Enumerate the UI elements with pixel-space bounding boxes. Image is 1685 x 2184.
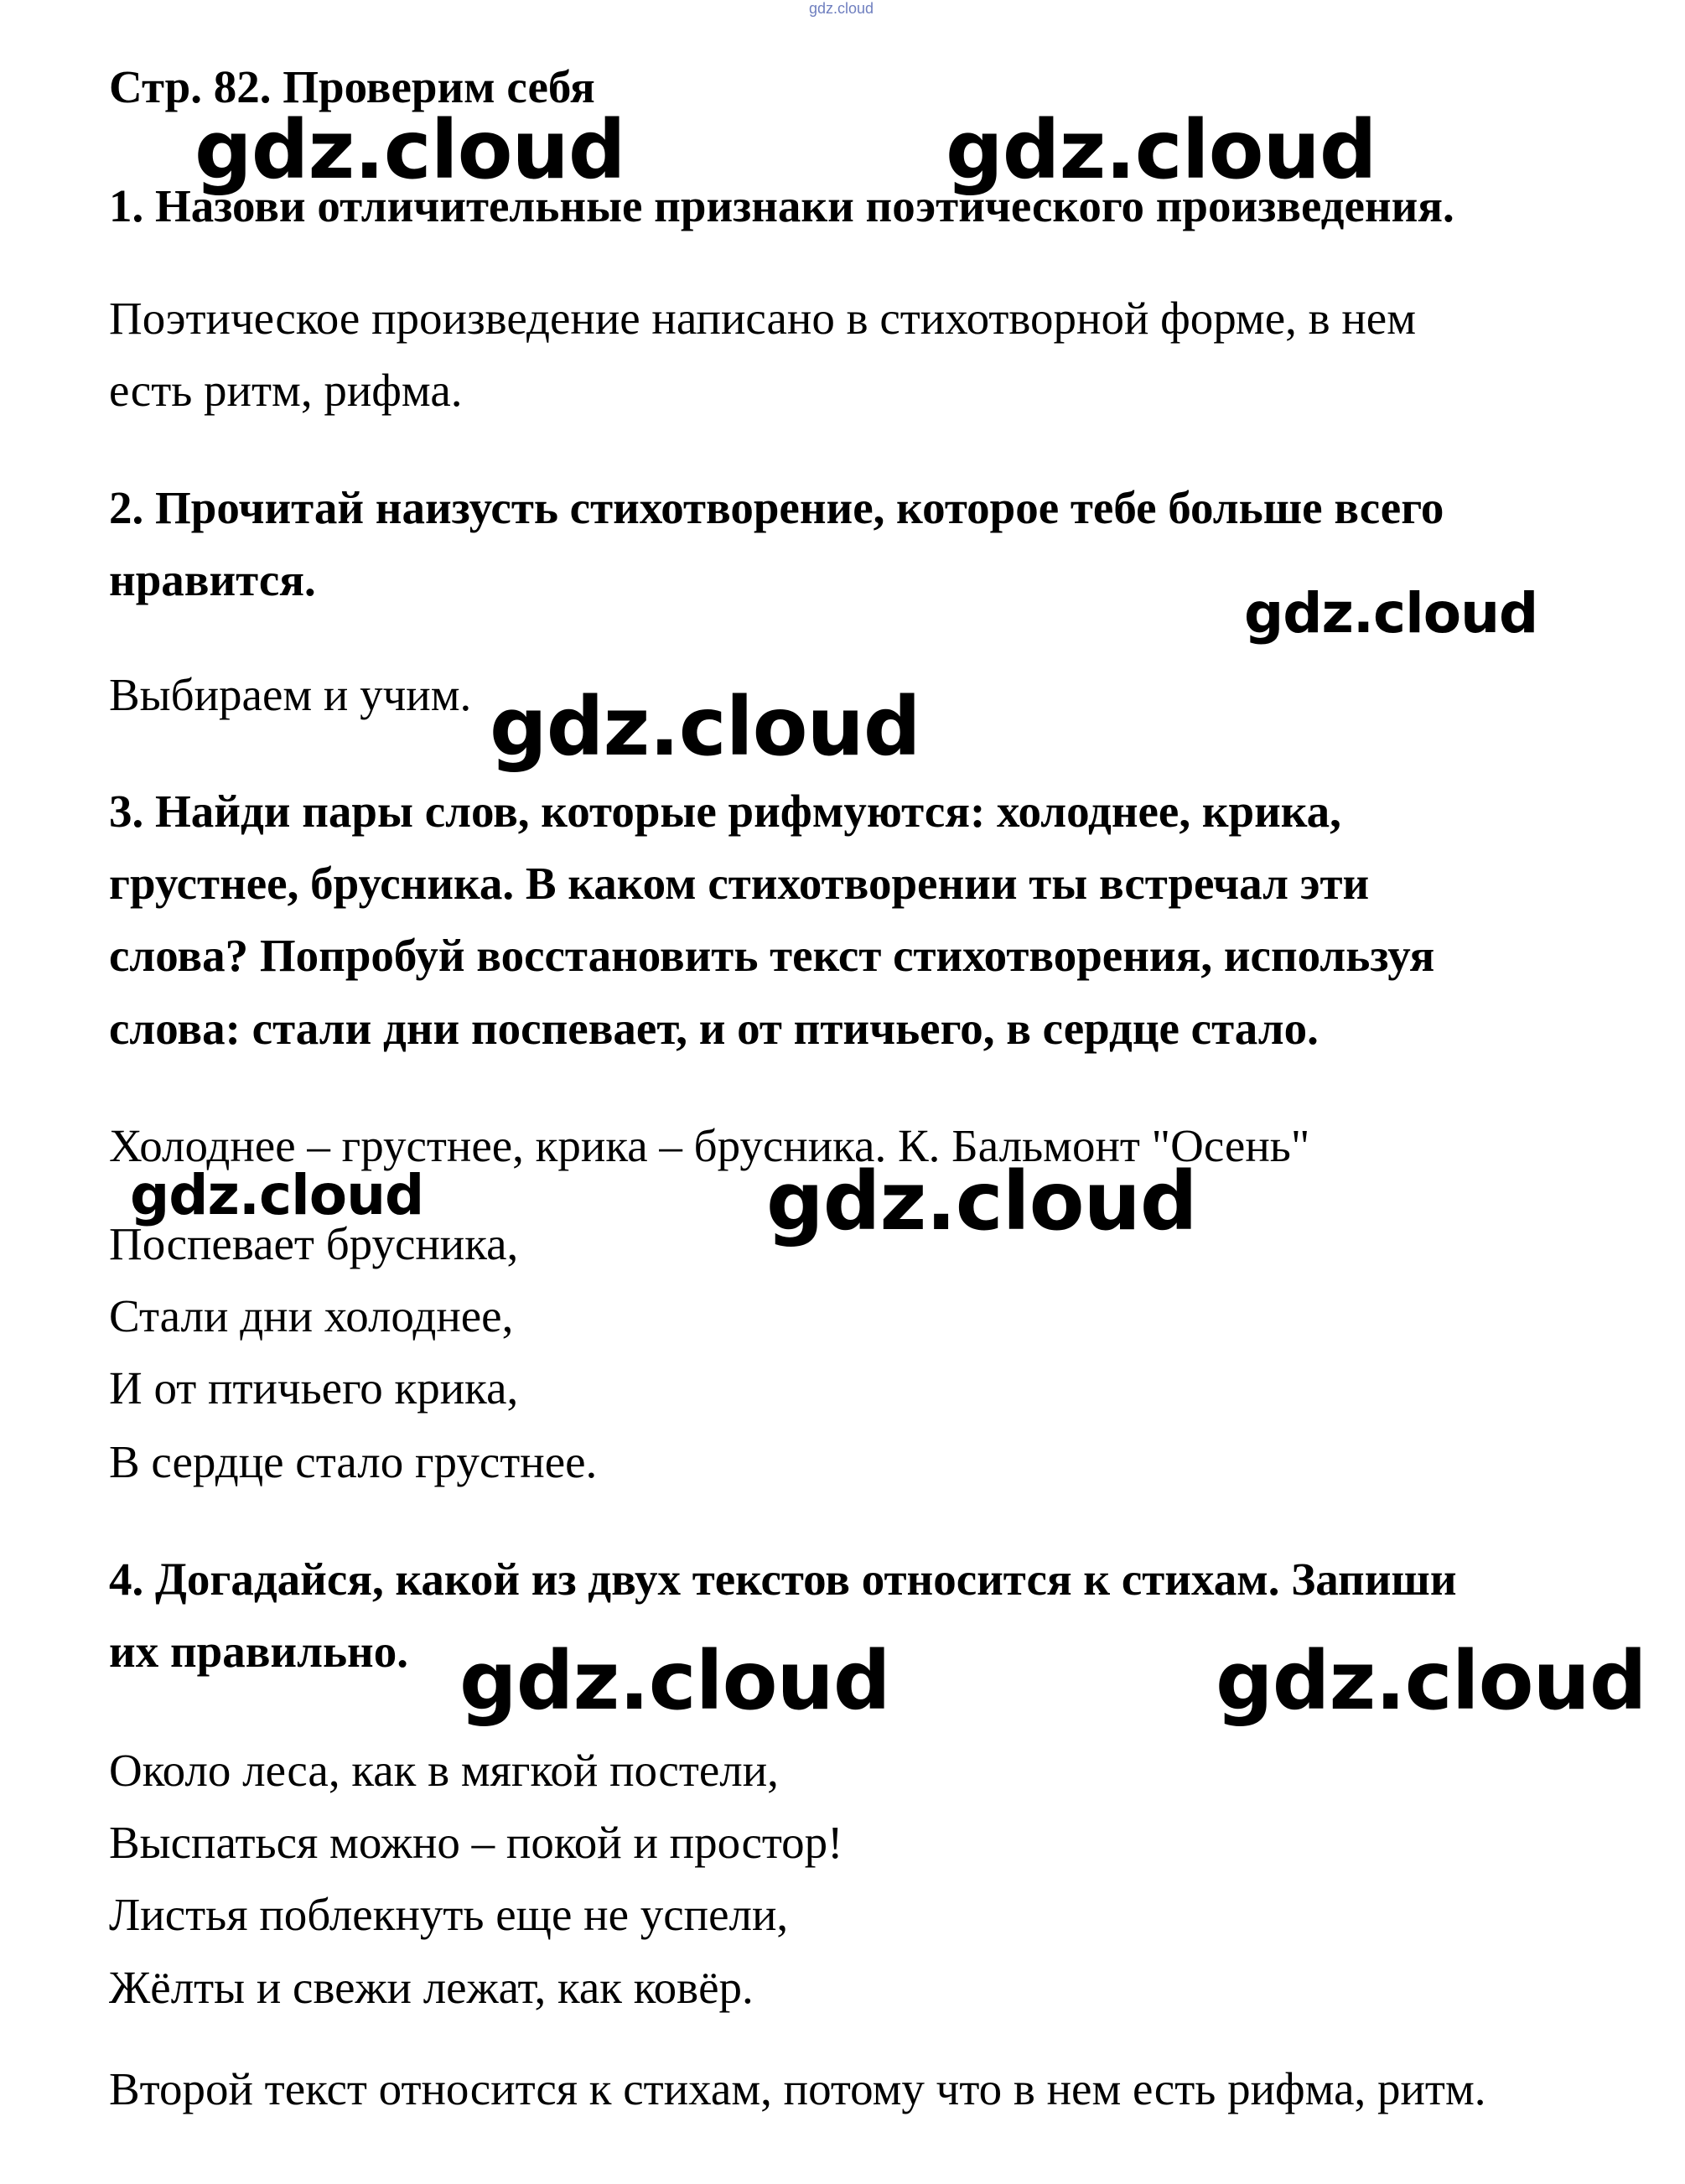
poem-line: В сердце стало грустнее. <box>109 1436 598 1487</box>
task-3-question-line: слова? Попробуй восстановить текст стихотворения, используя <box>109 930 1435 981</box>
poem-line: Около леса, как в мягкой постели, <box>109 1745 779 1796</box>
poem-line: Стали дни холоднее, <box>109 1290 514 1341</box>
task-1-answer-line: есть ритм, рифма. <box>109 365 463 416</box>
task-3-question-line: 3. Найди пары слов, которые рифмуются: холоднее, крика, <box>109 786 1341 837</box>
poem-line: Поспевает брусника, <box>109 1218 519 1269</box>
watermark: gdz.cloud <box>1216 1634 1646 1728</box>
watermark: gdz.cloud <box>130 1163 424 1227</box>
site-mark: gdz.cloud <box>809 0 874 17</box>
task-1-question: 1. Назови отличительные признаки поэтического произведения. <box>109 180 1454 231</box>
task-2-question-line: нравится. <box>109 554 316 605</box>
watermark: gdz.cloud <box>459 1634 890 1728</box>
poem-line: Листья поблекнуть еще не успели, <box>109 1889 789 1940</box>
watermark: gdz.cloud <box>194 103 625 197</box>
task-1-answer-line: Поэтическое произведение написано в стихотворной форме, в нем <box>109 293 1417 344</box>
watermark: gdz.cloud <box>1244 581 1538 646</box>
task-4-question-line: 4. Догадайся, какой из двух текстов относится к стихам. Запиши <box>109 1554 1457 1605</box>
task-4-answer: Второй текст относится к стихам, потому что в нем есть рифма, ритм. <box>109 2063 1486 2114</box>
poem-line: Жёлты и свежи лежат, как ковёр. <box>109 1962 754 2013</box>
watermark: gdz.cloud <box>490 680 920 774</box>
task-3-question-line: грустнее, брусника. В каком стихотворении ты встречал эти <box>109 858 1370 909</box>
poem-line: И от птичьего крика, <box>109 1362 519 1414</box>
page-title: Стр. 82. Проверим себя <box>109 61 595 112</box>
watermark: gdz.cloud <box>766 1154 1197 1248</box>
poem-line: Выспаться можно – покой и простор! <box>109 1817 843 1868</box>
watermark: gdz.cloud <box>946 103 1377 197</box>
task-4-question-line: их правильно. <box>109 1626 408 1677</box>
task-2-question-line: 2. Прочитай наизусть стихотворение, которое тебе больше всего <box>109 482 1444 533</box>
task-3-answer-line: Холоднее – грустнее, крика – брусника. К. Бальмонт "Осень" <box>109 1120 1310 1171</box>
task-2-answer: Выбираем и учим. <box>109 669 472 720</box>
task-3-question-line: слова: стали дни поспевает, и от птичьего, в сердце стало. <box>109 1003 1319 1054</box>
